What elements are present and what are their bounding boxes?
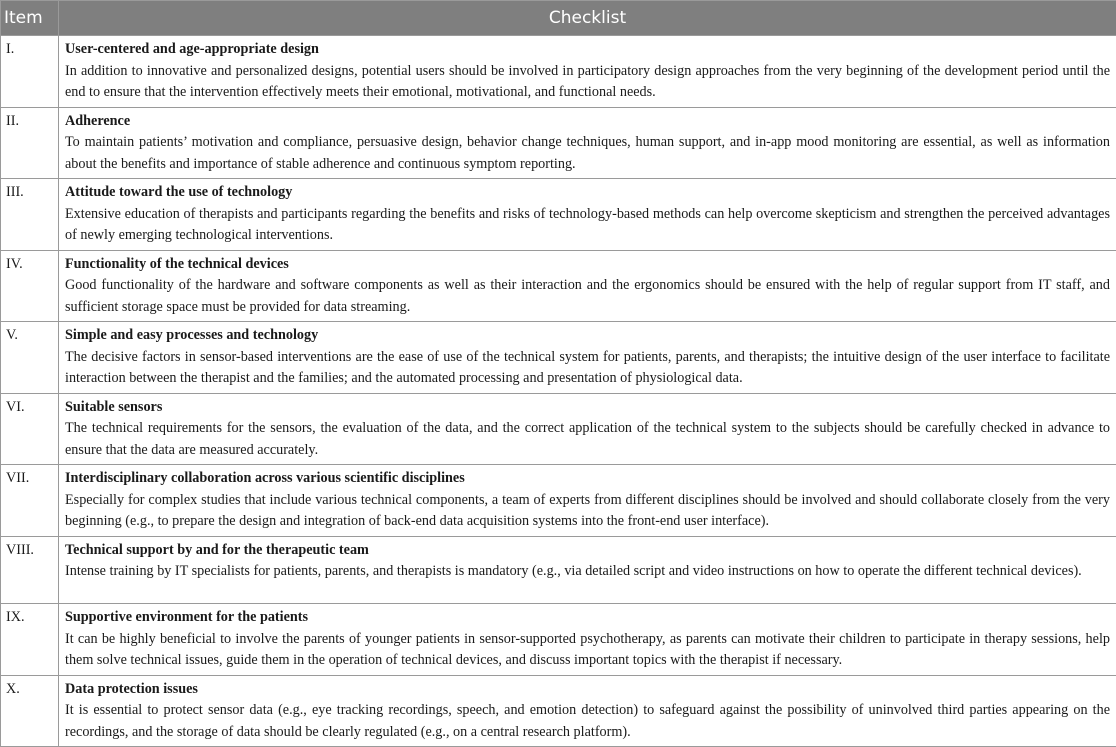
table-row [1, 675, 1116, 747]
item-description: Extensive education of therapists and participants regarding the benefits and risks of technology-based methods can help overcome skepticism and strengthen the perceived advantages of newly emerging technological interventions. [65, 204, 1110, 247]
item-description: Good functionality of the hardware and software components as well as their interaction and the ergonomics should be ensured with the help of regular support from IT staff, and sufficient storage space must be provided for data streaming. [65, 275, 1110, 318]
item-description: The decisive factors in sensor-based interventions are the ease of use of the technical system for patients, parents, and therapists; the intuitive design of the user interface to facilitate interaction between the therapist and the families; and the automated processing and presentation of physiological data. [65, 347, 1110, 390]
item-description: The technical requirements for the sensors, the evaluation of the data, and the correct application of the technical system to the subjects should be carefully checked in advance to ensure that the data are measured accurately. [65, 418, 1110, 461]
item-title: Adherence [65, 111, 1110, 133]
checklist-cell [59, 179, 1116, 251]
item-title: Supportive environment for the patients [65, 607, 1110, 629]
item-description: Especially for complex studies that include various technical components, a team of experts from different disciplines should be involved and should collaborate closely from the very beginning (e.g., to prepare the design and integration of back-end data acquisition systems into the front-end user interface). [65, 490, 1110, 533]
item-number: X. [1, 675, 59, 747]
checklist-cell [59, 536, 1116, 604]
item-title: Interdisciplinary collaboration across various scientific disciplines [65, 468, 1110, 490]
checklist-cell [59, 250, 1116, 322]
table-body [1, 36, 1116, 747]
checklist-cell [59, 675, 1116, 747]
item-number: VII. [1, 465, 59, 537]
item-number: IV. [1, 250, 59, 322]
header-row [1, 1, 1116, 36]
item-number: VI. [1, 393, 59, 465]
item-number: VIII. [1, 536, 59, 604]
checklist-cell [59, 465, 1116, 537]
item-description: To maintain patients’ motivation and compliance, persuasive design, behavior change techniques, human support, and in-app mood monitoring are essential, as well as information about the benefits and importance of stable adherence and continuous symptom reporting. [65, 132, 1110, 175]
item-number: V. [1, 322, 59, 394]
item-title: Functionality of the technical devices [65, 254, 1110, 276]
checklist-cell [59, 36, 1116, 108]
table-row [1, 536, 1116, 604]
item-title: Simple and easy processes and technology [65, 325, 1110, 347]
table-header [1, 1, 1116, 36]
item-title: Technical support by and for the therapeutic team [65, 540, 1110, 562]
item-description: Intense training by IT specialists for patients, parents, and therapists is mandatory (e.g., via detailed script and video instructions on how to operate the different technical devices). [65, 561, 1110, 583]
item-number: I. [1, 36, 59, 108]
item-number: III. [1, 179, 59, 251]
item-number: IX. [1, 604, 59, 676]
header-item: Item [1, 1, 59, 36]
item-title: Attitude toward the use of technology [65, 182, 1110, 204]
table-row [1, 107, 1116, 179]
table-row [1, 393, 1116, 465]
item-title: Data protection issues [65, 679, 1110, 701]
item-title: User-centered and age-appropriate design [65, 39, 1110, 61]
item-description: In addition to innovative and personalized designs, potential users should be involved in participatory design approaches from the very beginning of the development period until the end to ensure that the intervention effectively meets their emotional, motivational, and functional needs. [65, 61, 1110, 104]
item-number: II. [1, 107, 59, 179]
header-checklist: Checklist [59, 1, 1116, 36]
item-title: Suitable sensors [65, 397, 1110, 419]
checklist-cell [59, 393, 1116, 465]
table-row [1, 465, 1116, 537]
item-description: It is essential to protect sensor data (e.g., eye tracking recordings, speech, and emotion detection) to safeguard against the possibility of uninvolved third parties appearing on the recordings, and the storage of data should be clearly regulated (e.g., on a central research platform). [65, 700, 1110, 743]
table-row [1, 322, 1116, 394]
table-row [1, 179, 1116, 251]
checklist-cell [59, 322, 1116, 394]
item-description: It can be highly beneficial to involve the parents of younger patients in sensor-supported psychotherapy, as parents can motivate their children to participate in therapy sessions, help them solve technical issues, guide them in the operation of technical devices, and discuss important topics with the therapist if necessary. [65, 629, 1110, 672]
table-row [1, 604, 1116, 676]
table-row [1, 250, 1116, 322]
table-row [1, 36, 1116, 108]
checklist-cell [59, 604, 1116, 676]
checklist-cell [59, 107, 1116, 179]
